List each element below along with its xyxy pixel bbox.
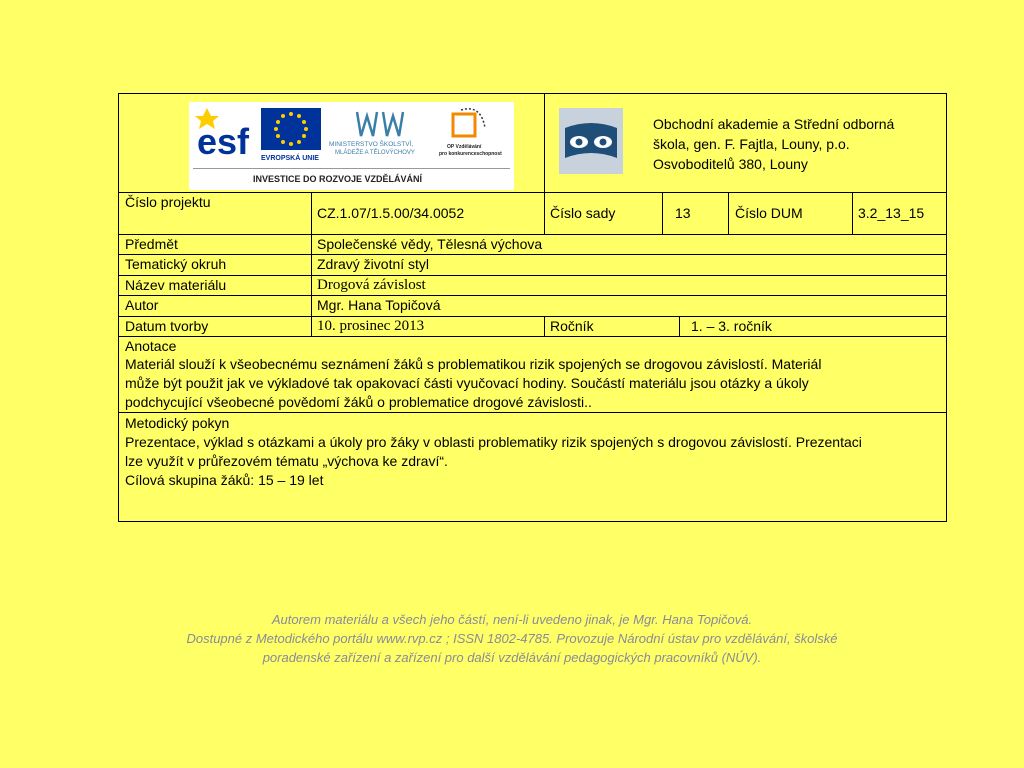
- cislo-dum-label: Číslo DUM: [735, 205, 803, 221]
- row-tematicky-okruh: [119, 254, 946, 276]
- cislo-sady-label: Číslo sady: [550, 205, 616, 221]
- nazev-materialu-value: Drogová závislost: [317, 277, 426, 293]
- svg-text:pro konkurenceschopnost: pro konkurenceschopnost: [439, 151, 502, 157]
- cislo-dum-value: 3.2_13_15: [858, 205, 925, 221]
- anotace-line-3: podchycující všeobecné povědomí žáků o problematice drogové závislosti..: [125, 394, 592, 410]
- footer-line-1: Autorem materiálu a všech jeho částí, není-li uvedeno jinak, je Mgr. Hana Topičová.: [271, 612, 753, 627]
- row-metodicky-pokyn: [119, 412, 946, 523]
- predmet-label: Předmět: [125, 236, 178, 252]
- cislo-projektu-label: Číslo projektu: [125, 194, 211, 210]
- eu-flag-logo: [261, 108, 321, 162]
- tematicky-okruh-label: Tematický okruh: [125, 256, 227, 272]
- op-logo: [439, 109, 502, 157]
- tematicky-okruh-value: Zdravý životní styl: [317, 256, 430, 272]
- school-line-1: Obchodní akademie a Střední odborná: [653, 116, 895, 132]
- svg-text:EVROPSKÁ UNIE: EVROPSKÁ UNIE: [261, 155, 319, 162]
- anotace-label: Anotace: [125, 338, 177, 354]
- svg-text:MINISTERSTVO ŠKOLSTVÍ,: MINISTERSTVO ŠKOLSTVÍ,: [329, 141, 414, 148]
- funding-logos: [189, 102, 514, 190]
- rocnik-label: Ročník: [550, 318, 594, 334]
- nazev-materialu-label: Název materiálu: [125, 277, 227, 293]
- school-line-2: škola, gen. F. Fajtla, Louny, p.o.: [653, 136, 850, 152]
- svg-text:MLÁDEŽE A TĚLOVÝCHOVY: MLÁDEŽE A TĚLOVÝCHOVY: [335, 150, 415, 156]
- row-autor: [119, 295, 946, 317]
- rocnik-value: 1. – 3. ročník: [691, 318, 772, 334]
- footer-credits: [0, 610, 1024, 667]
- metodicky-pokyn-label: Metodický pokyn: [125, 415, 230, 431]
- datum-tvorby-label: Datum tvorby: [125, 318, 209, 334]
- metodicky-line-3: Cílová skupina žáků: 15 – 19 let: [125, 472, 324, 488]
- header-divider: [544, 94, 545, 193]
- autor-label: Autor: [125, 297, 159, 313]
- anotace-line-1: Materiál slouží k všeobecnému seznámení žáků s problematikou rizik spojených se drogovou závislostí. Materiál: [125, 356, 822, 372]
- funding-logos-svg: [189, 102, 514, 190]
- footer-line-2: Dostupné z Metodického portálu www.rvp.cz ; ISSN 1802-4785. Provozuje Národní ústav pro vzdělávání, školské: [186, 631, 838, 646]
- anotace-line-2: může být použit jak ve výkladové tak opakovací části vyučovací hodiny. Součástí materiálu jsou otázky a úkoly: [125, 375, 809, 391]
- metodicky-line-1: Prezentace, výklad s otázkami a úkoly pro žáky v oblasti problematiky rizik spojených s drogovou závislostí. Prezentaci: [125, 434, 862, 450]
- school-line-3: Osvoboditelů 380, Louny: [653, 156, 808, 172]
- svg-text:esf: esf: [197, 121, 250, 162]
- svg-text:OP Vzdělávání: OP Vzdělávání: [447, 144, 482, 150]
- metodicky-line-2: lze využít v průřezovém tématu „výchova ke zdraví“.: [125, 453, 448, 469]
- predmet-value: Společenské vědy, Tělesná výchova: [317, 236, 543, 252]
- info-table: [118, 93, 947, 522]
- row-datum-tvorby: [119, 316, 946, 337]
- row-predmet: [119, 234, 946, 255]
- row-nazev-materialu: [119, 275, 946, 296]
- anotace-cell: [119, 337, 948, 413]
- msmt-logo: [329, 112, 415, 156]
- footer-line-3: poradenské zařízení a zařízení pro další vzdělávání pedagogických pracovníků (NÚV).: [262, 650, 762, 665]
- investice-text: INVESTICE DO ROZVOJE VZDĚLÁVÁNÍ: [253, 174, 423, 184]
- autor-value: Mgr. Hana Topičová: [317, 297, 441, 313]
- esf-logo: [193, 106, 255, 164]
- cislo-projektu-value: CZ.1.07/1.5.00/34.0052: [317, 205, 465, 221]
- datum-tvorby-value: 10. prosinec 2013: [317, 318, 425, 334]
- school-logo: [559, 108, 623, 174]
- row-anotace: [119, 336, 946, 413]
- row-cislo-projektu: [119, 192, 946, 235]
- school-logo-icon: [559, 108, 623, 174]
- cislo-sady-value: 13: [675, 205, 691, 221]
- school-address: [653, 114, 943, 174]
- metodicky-pokyn-cell: [119, 413, 948, 523]
